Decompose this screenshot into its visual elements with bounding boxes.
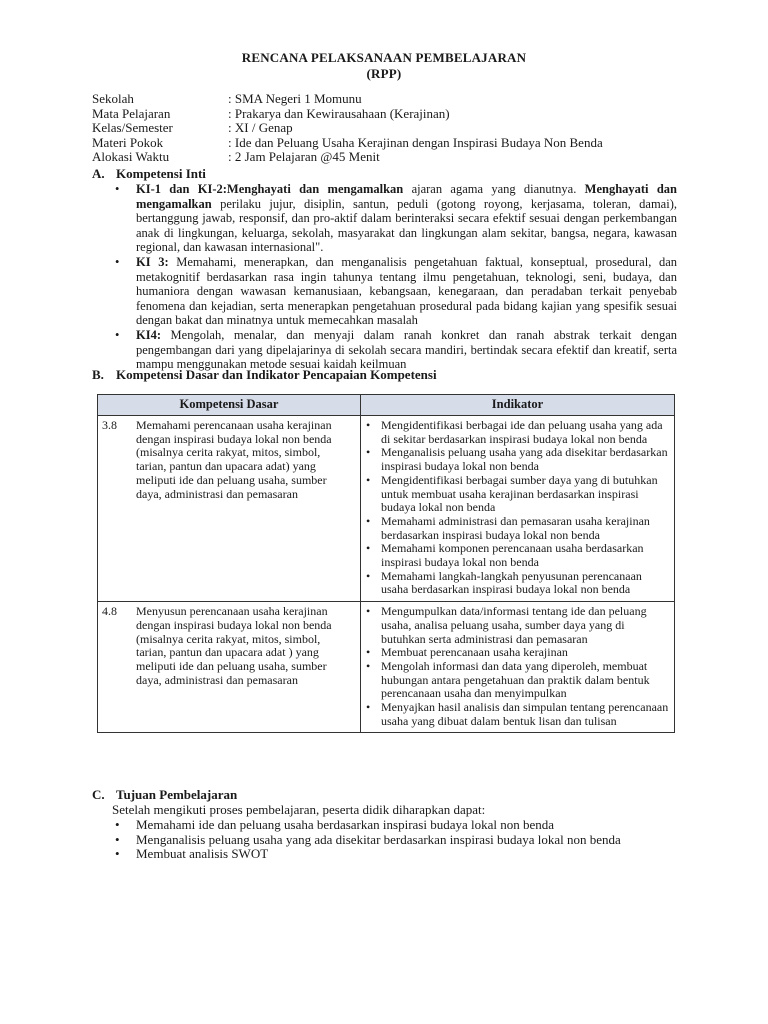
- section-c-heading: [92, 787, 237, 803]
- info-value: : Prakarya dan Kewirausahaan (Kerajinan): [228, 105, 450, 121]
- document-title: RENCANA PELAKSANAAN PEMBELAJARAN: [241, 50, 527, 65]
- info-value: : 2 Jam Pelajaran @45 Menit: [228, 149, 380, 165]
- info-label: Mata Pelajaran: [92, 105, 171, 121]
- item-lead: Menghayati dan mengamalkan: [226, 182, 404, 196]
- item-text: ajaran agama yang dianutnya.: [403, 182, 585, 196]
- kd-number: 3.8: [102, 418, 117, 432]
- item-text: perilaku jujur, disiplin, santun, peduli (gotong royong, kerjasama, toleran, damai), bertanggung jawab, responsif, dan pro-aktif dalam berinteraksi secara efektif sesuai dengan perkembangan anak di lingkungan, keluarga, sekolah, masyarakat dan lingkungan alam sekitar, bangsa, negara, kawasan regional, dan kawasan internasional".: [136, 196, 677, 255]
- indicator-list: [365, 605, 670, 728]
- info-value: : SMA Negeri 1 Momunu: [228, 91, 362, 106]
- info-row-topic: [92, 136, 603, 151]
- indicator-item: • Mengidentifikasi berbagai ide dan peluang usaha yang ada di sekitar berdasarkan inspirasi budaya lokal non benda: [365, 419, 670, 446]
- info-label: Alokasi Waktu: [92, 149, 170, 165]
- table-row: [98, 416, 675, 602]
- kd-text: Menyusun perencanaan usaha kerajinan dengan inspirasi budaya lokal non benda (misalnya cerita rakyat, mitos, simbol, tarian, pantun dan upacara adat ) yang meliputi ide dan peluang usaha, sumber daya, administrasi dan pemasaran: [136, 604, 332, 687]
- indicator-list: [365, 419, 670, 597]
- info-value: : Ide dan Peluang Usaha Kerajinan dengan Inspirasi Budaya Non Benda: [228, 134, 603, 150]
- section-letter: A.: [92, 166, 105, 181]
- competence-table: [97, 394, 675, 733]
- column-header-kd: Kompetensi Dasar: [98, 395, 361, 416]
- indicator-item: • Membuat perencanaan usaha kerajinan: [365, 646, 670, 660]
- info-value: : XI / Genap: [228, 120, 293, 136]
- info-label: Sekolah: [92, 91, 134, 106]
- section-letter: B.: [92, 367, 104, 382]
- item-emphasis: Menghayati dan mengamalkan: [136, 182, 677, 211]
- info-row-subject: [92, 107, 603, 122]
- column-header-indicator: Indikator: [361, 395, 675, 416]
- info-label: Materi Pokok: [92, 134, 164, 150]
- indicator-item: • Mengumpulkan data/informasi tentang ide dan peluang usaha, analisa peluang usaha, sumber daya yang di butuhkan serta administrasi dan pemasaran: [365, 605, 670, 646]
- list-item: • Menganalisis peluang usaha yang ada disekitar berdasarkan inspirasi budaya lokal non benda: [112, 833, 677, 848]
- indicator-cell: [361, 416, 675, 602]
- item-text: Memahami, menerapkan, dan menganalisis pengetahuan faktual, konseptual, prosedural, dan metakognitif berdasarkan rasa ingin tahunya tentang ilmu pengetahuan, teknologi, seni, budaya, dan humaniora dengan wawasan kemanusiaan, kebangsaan, kenegaraan, dan peradaban terkait penyebab fenomena dan kejadian, serta menerapkan pengetahuan prosedural pada bidang kajian yang spesifik sesuai dengan bakat dan minatnya untuk memecahkan masalah: [136, 254, 677, 328]
- list-item: [112, 182, 677, 255]
- section-title: Kompetensi Inti: [116, 166, 206, 181]
- section-title: Tujuan Pembelajaran: [116, 787, 238, 802]
- indicator-item: • Mengolah informasi dan data yang diperoleh, membuat hubungan antara pengetahuan dan praktik dalam bentuk perencanaan usaha dan menyimpulkan: [365, 660, 670, 701]
- indicator-item: • Mengidentifikasi berbagai sumber daya yang di butuhkan untuk membuat usaha kerajinan berdasarkan inspirasi budaya lokal non benda: [365, 474, 670, 515]
- kd-cell: [98, 416, 361, 602]
- list-item: • Membuat analisis SWOT: [112, 847, 677, 862]
- section-a-heading: [92, 166, 206, 182]
- section-title: Kompetensi Dasar dan Indikator Pencapaian Kompetensi: [116, 367, 437, 382]
- objectives-list: [112, 818, 677, 862]
- indicator-cell: [361, 602, 675, 733]
- indicator-item: • Memahami komponen perencanaan usaha berdasarkan inspirasi budaya lokal non benda: [365, 542, 670, 569]
- section-b-heading: [92, 367, 437, 383]
- item-text: Mengolah, menalar, dan menyaji dalam ranah konkret dan ranah abstrak terkait dengan pengembangan dari yang dipelajarinya di sekolah secara mandiri, bertindak secara efektif dan kreatif, serta mampu menggunakan metode sesuai kaidah keilmuan: [136, 327, 677, 372]
- document-subtitle: (RPP): [366, 66, 402, 81]
- info-row-school: [92, 92, 603, 107]
- kd-cell: [98, 602, 361, 733]
- lesson-info: [92, 92, 603, 165]
- kd-text: Memahami perencanaan usaha kerajinan dengan inspirasi budaya lokal non benda (misalnya cerita rakyat, mitos, simbol, tarian, pantun dan upacara adat) yang meliputi ide dan peluang usaha, sumber daya, administrasi dan pemasaran: [136, 418, 332, 501]
- item-lead: KI4:: [136, 327, 161, 342]
- indicator-item: • Menyajkan hasil analisis dan simpulan tentang perencanaan usaha yang dibuat dalam bentuk lisan dan tulisan: [365, 701, 670, 728]
- list-item: • Memahami ide dan peluang usaha berdasarkan inspirasi budaya lokal non benda: [112, 818, 677, 833]
- indicator-item: • Memahami langkah-langkah penyusunan perencanaan usaha berdasarkan inspirasi budaya lokal non benda: [365, 570, 670, 597]
- item-lead: KI-1 dan KI-2:: [136, 182, 227, 196]
- core-competence-list: [112, 182, 677, 372]
- info-label: Kelas/Semester: [92, 120, 173, 136]
- info-row-class: [92, 121, 603, 136]
- objectives-intro: Setelah mengikuti proses pembelajaran, peserta didik diharapkan dapat:: [112, 802, 486, 817]
- indicator-item: • Memahami administrasi dan pemasaran usaha kerajinan berdasarkan inspirasi budaya lokal non benda: [365, 515, 670, 542]
- info-row-time: [92, 150, 603, 165]
- indicator-item: • Menganalisis peluang usaha yang ada disekitar berdasarkan inspirasi budaya lokal non benda: [365, 446, 670, 473]
- section-letter: C.: [92, 787, 105, 802]
- table-header-row: [98, 395, 675, 416]
- item-lead: KI 3:: [136, 254, 169, 269]
- list-item: [112, 328, 677, 372]
- list-item: [112, 255, 677, 328]
- table-row: [98, 602, 675, 733]
- kd-number: 4.8: [102, 604, 117, 619]
